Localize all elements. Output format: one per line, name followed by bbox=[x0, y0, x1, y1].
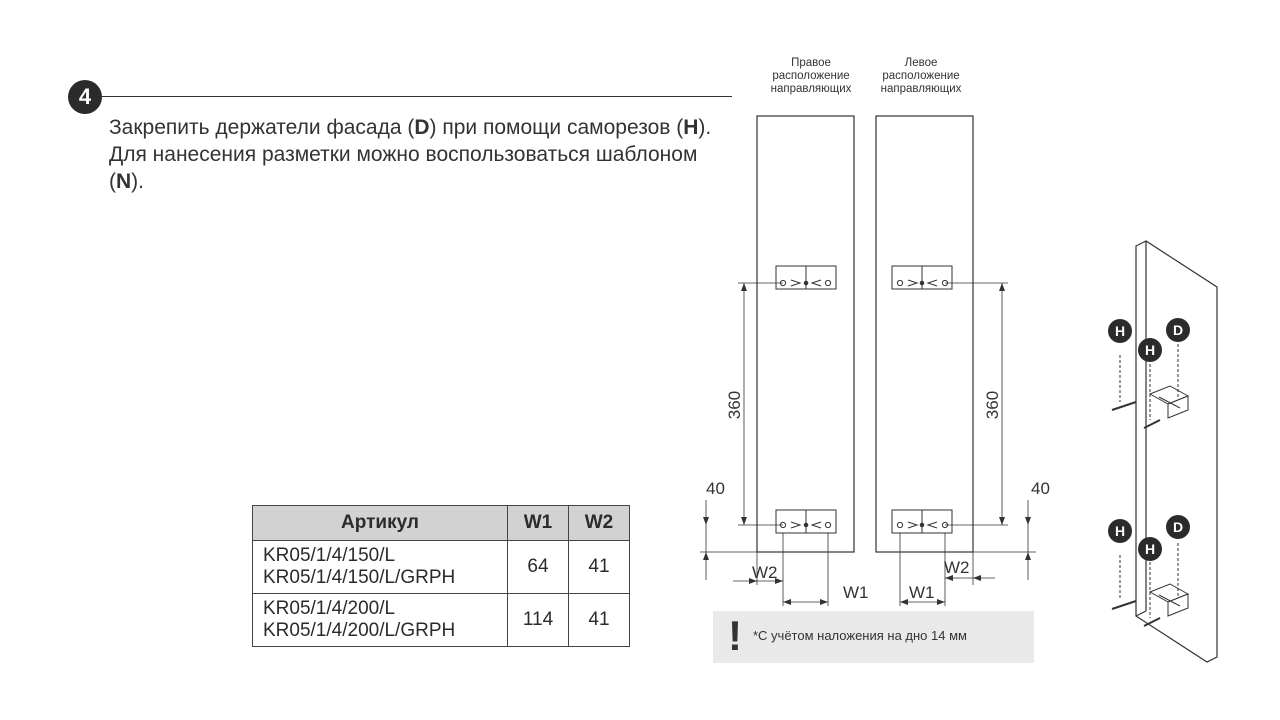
svg-text:H: H bbox=[1144, 541, 1156, 557]
callout-d-1 bbox=[1166, 318, 1190, 342]
left-placement-panel bbox=[876, 116, 973, 552]
note-exclamation-icon: ! bbox=[728, 612, 742, 659]
header-w2: W2 bbox=[569, 506, 630, 541]
dim-w1-right: W1 bbox=[843, 583, 869, 602]
article-cell: KR05/1/4/150/L KR05/1/4/150/L/GRPH bbox=[253, 541, 508, 594]
table-row bbox=[253, 594, 630, 647]
dim-w1-left: W1 bbox=[909, 583, 935, 602]
callout-d-2 bbox=[1166, 515, 1190, 539]
w1-cell: 114 bbox=[508, 594, 569, 647]
article-cell: KR05/1/4/200/L KR05/1/4/200/L/GRPH bbox=[253, 594, 508, 647]
header-w1: W1 bbox=[508, 506, 569, 541]
table-header-row bbox=[253, 506, 630, 541]
instruction-part: Закрепить держатели фасада ( bbox=[109, 116, 415, 139]
bracket-left-top bbox=[892, 266, 952, 289]
svg-text:H: H bbox=[1144, 342, 1156, 358]
dim-40-left: 40 bbox=[1031, 479, 1050, 498]
instruction-part: ). bbox=[131, 170, 144, 193]
dim-w2-left: W2 bbox=[944, 558, 970, 577]
note-text: *С учётом наложения на дно 14 мм bbox=[753, 628, 967, 643]
svg-text:D: D bbox=[1172, 519, 1184, 535]
callout-h-1 bbox=[1108, 319, 1132, 343]
w2-cell: 41 bbox=[569, 594, 630, 647]
instruction-part-letter: H bbox=[683, 116, 699, 139]
bracket-right-bottom bbox=[776, 510, 836, 533]
dim-360-right: 360 bbox=[725, 390, 744, 420]
header-article: Артикул bbox=[253, 506, 508, 541]
instruction-part: ) при помощи саморезов ( bbox=[429, 116, 684, 139]
dim-40-right: 40 bbox=[706, 479, 725, 498]
bracket-left-bottom bbox=[892, 510, 952, 533]
left-placement-label: Левое расположение направляющих bbox=[880, 57, 962, 95]
instruction-part: ). Для нанесения разметки можно воспользоваться шаблоном ( bbox=[109, 116, 712, 193]
dim-360-left: 360 bbox=[983, 390, 1002, 420]
spec-table bbox=[252, 505, 630, 647]
dim-w2-right: W2 bbox=[752, 563, 778, 582]
right-placement-panel bbox=[757, 116, 854, 552]
table-row bbox=[253, 541, 630, 594]
right-placement-label: Правое расположение направляющих bbox=[770, 57, 852, 95]
instruction-part-letter: D bbox=[414, 116, 430, 139]
svg-text:H: H bbox=[1114, 323, 1126, 339]
instruction-part-letter: N bbox=[116, 170, 132, 193]
callout-h-2 bbox=[1138, 338, 1162, 362]
step-number-badge: 4 bbox=[68, 80, 102, 114]
callout-h-4 bbox=[1138, 537, 1162, 561]
callout-h-3 bbox=[1108, 519, 1132, 543]
w2-cell: 41 bbox=[569, 541, 630, 594]
w1-cell: 64 bbox=[508, 541, 569, 594]
svg-text:H: H bbox=[1114, 523, 1126, 539]
svg-text:D: D bbox=[1172, 322, 1184, 338]
bracket-right-top bbox=[776, 266, 836, 289]
